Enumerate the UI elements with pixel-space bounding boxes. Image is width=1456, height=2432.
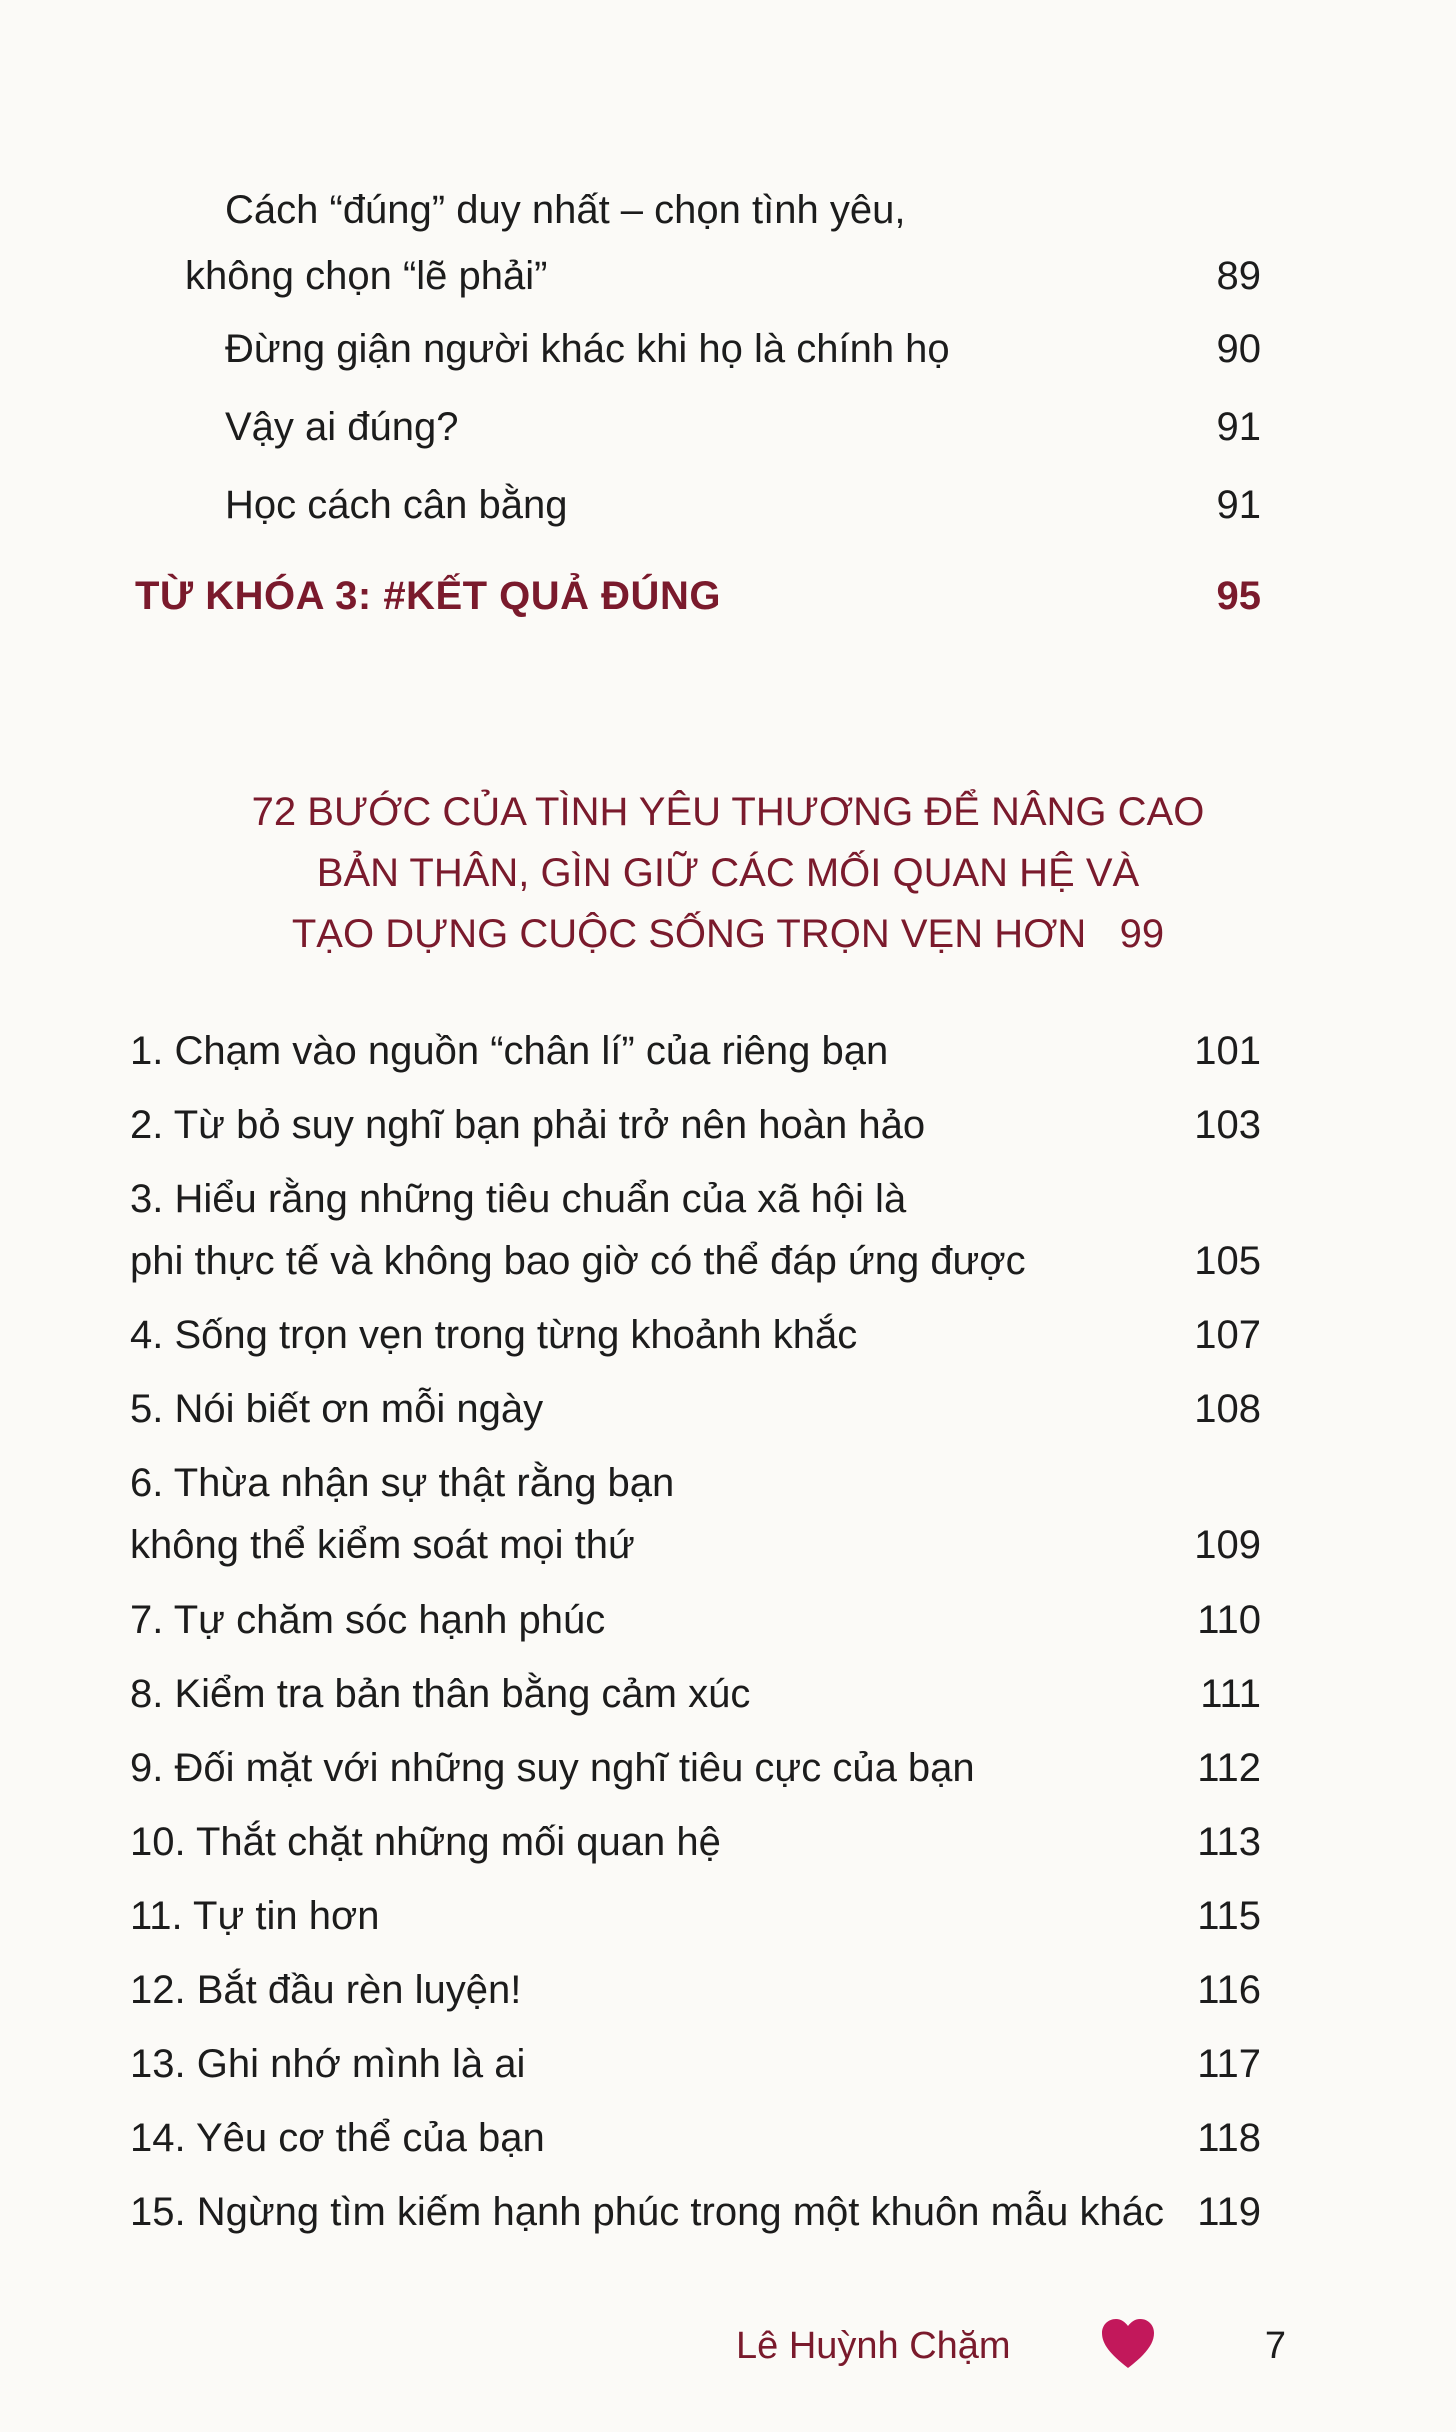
- step-page: 118: [1197, 2116, 1261, 2160]
- step-page: 103: [1194, 1103, 1261, 1147]
- step-page: 109: [1194, 1523, 1261, 1567]
- step-text-continued: phi thực tế và không bao giờ có thể đáp ứng được: [130, 1239, 1026, 1283]
- toc-entry-text: Đừng giận người khác khi họ là chính họ: [225, 327, 950, 371]
- step-page: 119: [1197, 2190, 1261, 2234]
- page-number: 7: [1264, 2325, 1286, 2367]
- step-text: 7. Tự chăm sóc hạnh phúc: [130, 1598, 606, 1642]
- heart-shape: [1102, 2319, 1154, 2368]
- step-text: 3. Hiểu rằng những tiêu chuẩn của xã hội là: [130, 1177, 907, 1221]
- toc-entry-page: 89: [1216, 254, 1261, 298]
- step-text: 5. Nói biết ơn mỗi ngày: [130, 1387, 544, 1431]
- step-page: 113: [1197, 1820, 1261, 1864]
- step-page: 105: [1194, 1239, 1261, 1283]
- step-text: 12. Bắt đầu rèn luyện!: [130, 1968, 522, 2012]
- step-text: 6. Thừa nhận sự thật rằng bạn: [130, 1461, 675, 1505]
- section-title-line-1: 72 BƯỚC CỦA TÌNH YÊU THƯƠNG ĐỂ NÂNG CAO: [251, 790, 1205, 834]
- step-page: 111: [1200, 1672, 1261, 1716]
- section-title-line-2: BẢN THÂN, GÌN GIỮ CÁC MỐI QUAN HỆ VÀ: [316, 851, 1140, 895]
- step-page: 110: [1197, 1598, 1261, 1642]
- step-text: 13. Ghi nhớ mình là ai: [130, 2042, 526, 2086]
- toc-entry-page: 91: [1216, 405, 1261, 449]
- step-text: 15. Ngừng tìm kiếm hạnh phúc trong một khuôn mẫu khác: [130, 2190, 1165, 2234]
- step-page: 115: [1197, 1894, 1261, 1938]
- step-page: 101: [1194, 1029, 1261, 1073]
- section-title-line-3: [0, 904, 1456, 964]
- step-page: 112: [1197, 1746, 1261, 1790]
- step-text: 9. Đối mặt với những suy nghĩ tiêu cực của bạn: [130, 1746, 975, 1790]
- step-text: 4. Sống trọn vẹn trong từng khoảnh khắc: [130, 1313, 858, 1357]
- heart-icon: [1100, 2318, 1156, 2370]
- step-page: 117: [1197, 2042, 1261, 2086]
- keyword-heading: TỪ KHÓA 3: #KẾT QUẢ ĐÚNG: [135, 574, 721, 618]
- step-text: 8. Kiểm tra bản thân bằng cảm xúc: [130, 1672, 751, 1716]
- toc-entry-text: Vậy ai đúng?: [225, 405, 459, 449]
- step-page: 107: [1194, 1313, 1261, 1357]
- step-text-continued: không thể kiểm soát mọi thứ: [130, 1523, 635, 1567]
- step-text: 10. Thắt chặt những mối quan hệ: [130, 1820, 721, 1864]
- step-text: 14. Yêu cơ thể của bạn: [130, 2116, 545, 2160]
- footer-author: Lê Huỳnh Chặm: [736, 2325, 1011, 2367]
- toc-entry-text: Cách “đúng” duy nhất – chọn tình yêu,: [225, 188, 906, 232]
- step-page: 108: [1194, 1387, 1261, 1431]
- section-title-text: TẠO DỰNG CUỘC SỐNG TRỌN VẸN HƠN: [291, 912, 1087, 956]
- step-text: 2. Từ bỏ suy nghĩ bạn phải trở nên hoàn hảo: [130, 1103, 926, 1147]
- step-page: 116: [1197, 1968, 1261, 2012]
- step-text: 1. Chạm vào nguồn “chân lí” của riêng bạn: [130, 1029, 889, 1073]
- step-text: 11. Tự tin hơn: [130, 1894, 380, 1938]
- toc-entry-page: 90: [1216, 327, 1261, 371]
- keyword-page: 95: [1216, 574, 1261, 618]
- toc-entry-text-continued: không chọn “lẽ phải”: [185, 254, 548, 298]
- toc-entry-page: 91: [1216, 483, 1261, 527]
- section-page: 99: [1119, 912, 1165, 956]
- toc-entry-text: Học cách cân bằng: [225, 483, 568, 527]
